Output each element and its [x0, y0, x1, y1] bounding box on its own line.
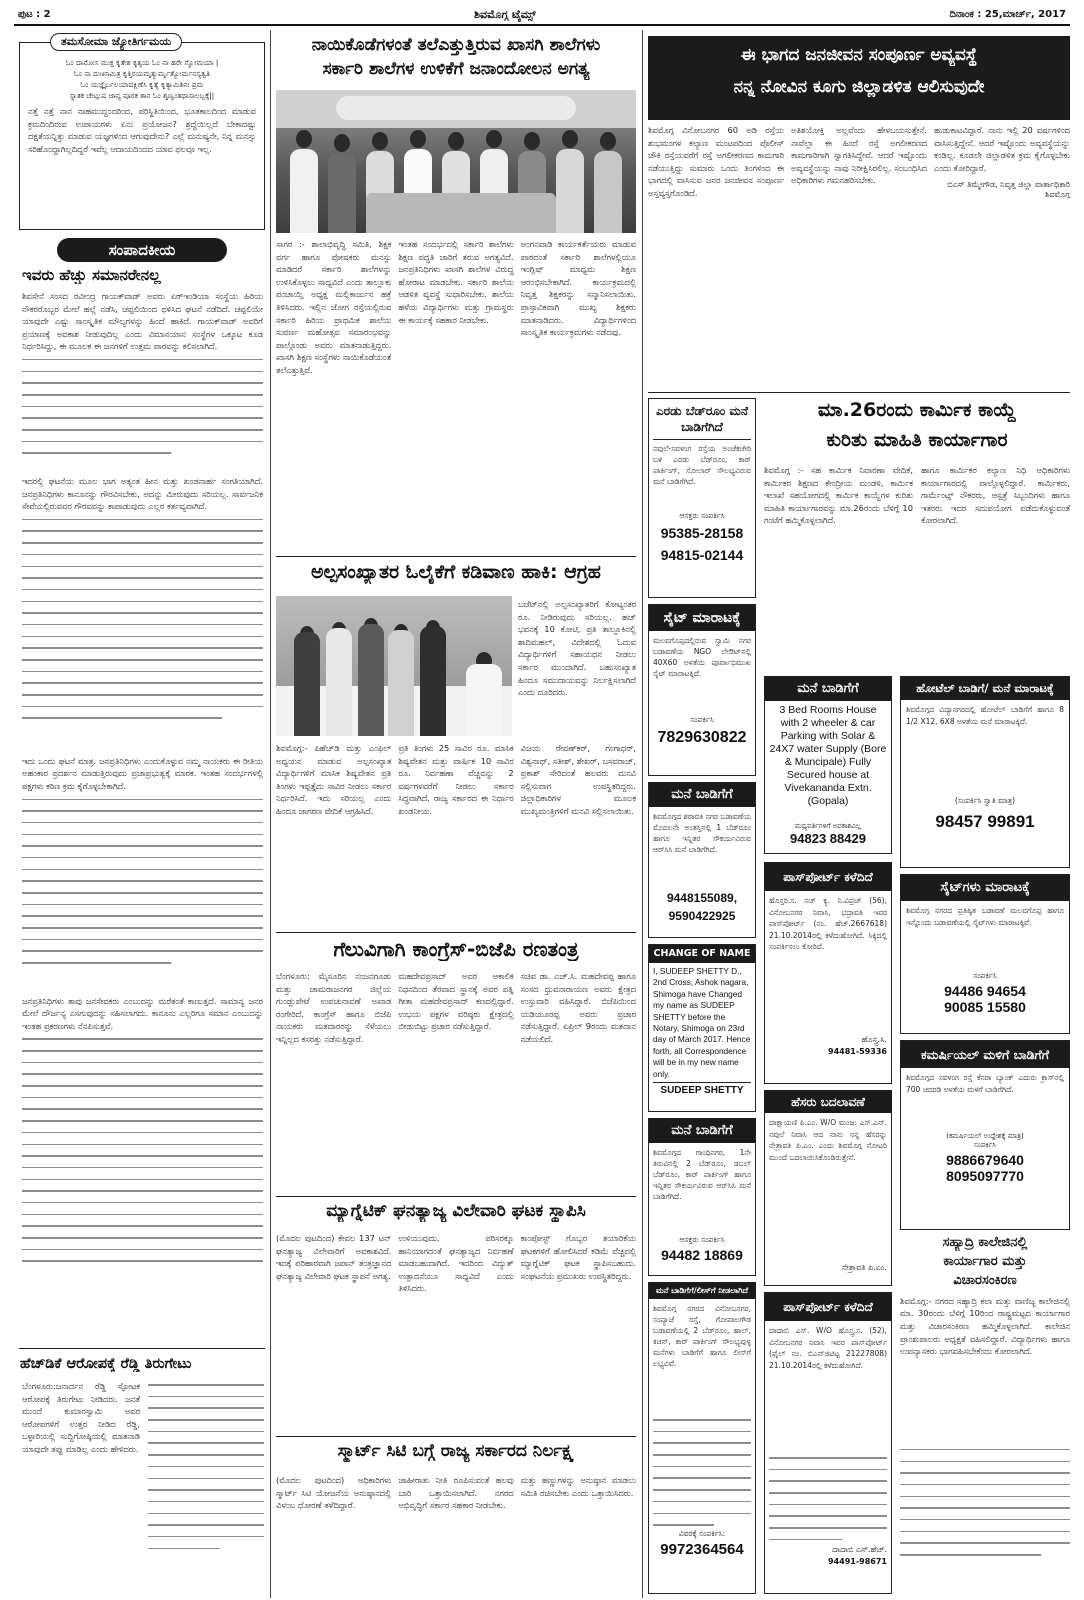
- election-headline: ಗೆಲುವಿಗಾಗಿ ಕಾಂಗ್ರೆಸ್-ಬಿಜೆಪಿ ರಣತಂತ್ರ: [333, 938, 579, 961]
- ad-phone: 9886679640: [946, 1152, 1024, 1168]
- ad-house-rent-english: [764, 676, 892, 854]
- ad-phone: 98457 99891: [935, 812, 1035, 831]
- ad-phone: 90085 15580: [944, 999, 1026, 1015]
- quote-body: ನತ್ತೆ ನತ್ತೆ ನಾನ ನಾಹಮುದ್ದಂದರಿಂದ, ಪರಿಸ್ಥಿತಿಯಿಂದ, ಭೂತಕಾಲದಿಂದ ಮಾಡುವ ಕ್ರಮದಿಂದಿರುವ ಉಪಾಯಗಳು ಏನು ಪ್ರಯೋಜನ? ಶ್ರದ್ಧೆಯಿಲ್ಲದೆ ಬೇಕಾದಷ್ಟು ದಕ್ಷತೆಯನ್ನಿತ್ತು ಮಾಡುವ ಯಜ್ಞಗಳಿಂದ ಆಗುವುದೇನು? ಎಲ್ಲೆ ಮನುಷ್ಯನೇ, ನಿನ್ನ ಮನಸ್ಸು ಸರಿಹೊಂದ್ದಾಗಿಲ್ಲದಿದ್ದರೆ ಇವೆಲ್ಲ ಆದಾಯದಿಂದದ ಯಾವ ಫಲವೂ ಇಲ್ಲ.: [28, 106, 256, 154]
- section-rule: [276, 1436, 636, 1437]
- ad-title: ಸೈಟ್ ಮಾರಾಟಕ್ಕೆ: [649, 605, 755, 631]
- quote-verses: [28, 57, 256, 101]
- editorial-text-lines: [22, 519, 263, 749]
- ad-phone: 9972364564: [660, 1541, 744, 1558]
- right-story-signoff: ಬಿಎಸ್ ತಿಮ್ಮೇಗೌಡ, ನಿವೃತ್ತ ಜಿಲ್ಲಾ ವಾರ್ತಾಧಿಕಾರಿ ಶಿವಮೊಗ್ಗ: [947, 180, 1070, 200]
- column-rule: [19, 1348, 265, 1349]
- minority-headline: ಅಲ್ಪಸಂಖ್ಯಾತರ ಓಲೈಕೆಗೆ ಕಡಿವಾಣ ಹಾಕಿ: ಆಗ್ರಹ: [311, 562, 601, 583]
- ad-note: (ಕಮರ್ಷಿಯಲ್ ಉದ್ದೇಶಕ್ಕೆ ಮಾತ್ರ): [946, 1132, 1024, 1140]
- section-rule: [276, 1196, 636, 1197]
- right-story-col: ಅತಿಶಯೋಕ್ತಿ ಅಲ್ಲವೆಂದು ಹೇಳಬಯಸುತ್ತೇನೆ. ನಾವೆಲ್ಲಾ ಈ ಹಿಂದೆ ರಸ್ತೆ ಅಗಲೀಕರಣದ ಕಾಮಗಾರಿಗಾಗಿ ಸ್ವಾಗತಿಸಿದ್ದೇವೆ. ಆದರೆ ಇಷ್ಟೊಂದು ಅವ್ಯವಸ್ಥೆಯನ್ನು ನಾವು ನಿರೀಕ್ಷಿಸಿರಲಿಲ್ಲ. ಸಂಬಂಧಿಸಿದ ಅಧಿಕಾರಿಗಳು ಗಮನಹರಿಸಬೇಕು.: [791, 125, 927, 186]
- ad-title: ಕಮರ್ಷಿಯಲ್ ಮಳಿಗೆ ಬಾಡಿಗೆಗೆ: [901, 1041, 1069, 1068]
- ad-note: ಮಧ್ಯವರ್ತಿಗಳಿಗೆ ಅವಕಾಶವಿಲ್ಲ: [794, 822, 862, 830]
- ad-name-change: [764, 1090, 892, 1286]
- editorial-title: ಸಂಪಾದಕೀಯ: [57, 238, 227, 262]
- election-col: ಬೆಂಗಳೂರು: ಮೈಸೂರಿನ ನಂಜನಗೂಡು ಮತ್ತು ಚಾಮರಾಜನಗರ ಜಿಲ್ಲೆಯ ಗುಂಡ್ಲುಪೇಟೆ ಉಪಚುನಾವಣೆ ಅಖಾಡ ರಂಗೇರಿದೆ. ಕಾಂಗ್ರೆಸ್ ಹಾಗೂ ಬಿಜೆಪಿ ನಾಯಕರು ಮತದಾರರನ್ನು ಸೆಳೆಯಲು ಇನ್ನಿಲ್ಲದ ಕಸರತ್ತು ನಡೆಸುತ್ತಿದ್ದಾರೆ.: [276, 971, 392, 1044]
- ad-phone: 7829630822: [657, 729, 747, 746]
- lead-headline-line2: ಸರ್ಕಾರಿ ಶಾಲೆಗಳ ಉಳಿಕೆಗೆ ಜನಾಂದೋಲನ ಅಗತ್ಯ: [322, 60, 590, 79]
- ad-phone: 94482 18869: [661, 1247, 743, 1263]
- ad-house-rent-2: [648, 1118, 756, 1276]
- sahyadri-title: ಸಹ್ಯಾದ್ರಿ ಕಾಲೇಜಿನಲ್ಲಿ: [942, 1236, 1028, 1250]
- sahyadri-body: ಶಿವಮೊಗ್ಗ:- ನಗರದ ಸಹ್ಯಾದ್ರಿ ಕಲಾ ಮತ್ತು ವಾಣಿಜ್ಯ ಕಾಲೇಜಿನಲ್ಲಿ ಮಾ. 30ರಂದು ಬೆಳಿಗ್ಗೆ 10ರಿಂದ ರಾಷ್ಟ್ರಮಟ್ಟದ ಕಾರ್ಯಾಗಾರ ಮತ್ತು ವಿಚಾರಸಂಕಿರಣ ಹಮ್ಮಿಕೊಳ್ಳಲಾಗಿದೆ. ಕಾಲೇಜಿನ ಪ್ರಾಂಶುಪಾಲರು ಅಧ್ಯಕ್ಷತೆ ವಹಿಸಲಿದ್ದಾರೆ. ವಿದ್ಯಾರ್ಥಿಗಳು ಹಾಗೂ ಉಪನ್ಯಾಸಕರು ಭಾಗವಹಿಸಬೇಕೆಂದು ಕೋರಲಾಗಿದೆ.: [900, 1295, 1070, 1357]
- smart-city-col: ಮತ್ತು ಹಣ್ಣುಗಳನ್ನು ಅನುಷ್ಠಾನ ಮಾಡಲು ಸಮಿತಿ ರಚಿಸಬೇಕು ಎಂದು ಒತ್ತಾಯಿಸಿದರು.: [520, 1475, 636, 1498]
- lead-headline-line1: ನಾಯಿಕೊಡೆಗಳಂತೆ ತಲೆಎತ್ತುತ್ತಿರುವ ಖಾಸಗಿ ಶಾಲೆಗಳು: [311, 36, 601, 55]
- editorial-para: ಇದು ಒಂದು ಘಟನೆ ಮಾತ್ರ. ಜನಪ್ರತಿನಿಧಿಗಳು ಎಂದುಕೊಳ್ಳುವ ನಮ್ಮ ನಾಯಕರು ಈ ರೀತಿಯ ಅಹಂಕಾರ ಪ್ರದರ್ಶನ ಮಾಡುತ್ತಿರುವುದು ಪ್ರಜಾಪ್ರಭುತ್ವಕ್ಕೆ ಮಾರಕ. ಇಂತಹ ಸಂದರ್ಭಗಳಲ್ಲಿ ಪಕ್ಷಗಳು ಕಠಿಣ ಕ್ರಮ ಕೈಗೊಳ್ಳಬೇಕಾಗಿದೆ.: [22, 755, 263, 791]
- ad-body: ದಾಕ್ಷಾಯಣಿ ಪಿ.ಎಂ. W/O ಮಂಜು ಎಸ್.ಎನ್. ನವುಲೆ ನಿವಾಸಿ ಆದ ನಾನು ನನ್ನ ಹೆಸರನ್ನು ನೇತ್ರಾವತಿ ಪಿ.ಎಂ. ಎಂದು ಶಿವಮೊಗ್ಗ ನೋಟರಿ ಮುಂದೆ ಬದಲಾಯಿಸಿಕೊಂಡಿರುತ್ತೇನೆ.: [769, 1118, 887, 1162]
- ad-signer: ನೇತ್ರಾವತಿ ಪಿ.ಎಂ.: [841, 1263, 887, 1272]
- ad-change-of-name: [648, 944, 756, 1112]
- right-story-body: [648, 124, 1070, 386]
- right-story-col: ಶಿವಮೊಗ್ಗ ವಿನೋಬನಗರ 60 ಅಡಿ ರಸ್ತೆಯ ಶುಭಮಂಗಳ ಕಲ್ಯಾಣ ಮಂಟಪದಿಂದ ಪೊಲೀಸ್ ಚೌಕಿ ರಸ್ತೆಯವರೆಗೆ ರಸ್ತೆ ಅಗಲೀಕರಣದ ಕಾಮಗಾರಿ ನಡೆಯುತ್ತಿದ್ದು ಸುಮಾರು ಒಂದು ತಿಂಗಳಿಂದ ಈ ಭಾಗದಲ್ಲಿ ವಾಸಿಸುವ ಜನರ ಜನಜೀವನ ಸಂಪೂರ್ಣ ಅಸ್ತವ್ಯಸ್ತಗೊಂಡಿದೆ.: [648, 125, 784, 198]
- editorial-text-lines: [22, 799, 263, 989]
- magnetic-col: (ಮೊದಲ ಪುಟದಿಂದ) ಕೇವಲ 137 ಟನ್ ಘನತ್ಯಾಜ್ಯ ವಿಲೇವಾರಿಗೆ ಅವಕಾಶವಿದೆ. ಇದಕ್ಕೆ ಪರಿಹಾರವಾಗಿ ಜಪಾನ್ ತಂತ್ರಜ್ಞಾನದ ಘನತ್ಯಾಜ್ಯ ವಿಲೇವಾರಿ ಘಟಕ ಸ್ಥಾಪನೆ ಅಗತ್ಯ.: [276, 1233, 392, 1281]
- ad-phone: 9448155089,: [666, 891, 738, 905]
- ad-sites-sale: [900, 874, 1070, 1034]
- smart-city-headline: ಸ್ಮಾರ್ಟ್ ಸಿಟಿ ಬಗ್ಗೆ ರಾಜ್ಯ ಸರ್ಕಾರದ ನಿರ್ಲಕ್ಷ್ಯ: [337, 1442, 575, 1461]
- ad-contact-label: (ಸಂಪರ್ಕಿಸಿ ಸ್ವಾತಿ ಮಾತ್ರ): [954, 796, 1016, 805]
- ad-body: ಶಿವಮೊಗ್ಗದ ಶರಾವತಿ ನಗರ ಬಡಾವಣೆಯ ಮೊದಲನೇ ಅಂತಸ್ತಿನಲ್ಲಿ 1 ಬೆಡ್‌ರೂಂ ಹಾಗೂ ಇನ್ನಿತರ ಸೌಕರ್ಯವಿರುವ ಆರ್‌ಸಿಸಿ ಮನೆ ಬಾಡಿಗೆಗಿದೆ.: [653, 812, 751, 854]
- ad-contact-label: ಸಂಪರ್ಕಿಸಿ: [974, 1141, 996, 1149]
- labour-headline-line1: ಮಾ.26ರಂದು ಕಾರ್ಮಿಕ ಕಾಯ್ದೆ: [817, 400, 1017, 421]
- verse-line: ಸ್ನಾತಕ ಚೇಟ್ಸುಷ ಜಾನ್ಯ ಪೂರಕ ತಾನ ಓಂ ಶೃಣ್ವಂತಥಾಸಾಲಬ್ಬಕ್ಕೆ||: [69, 91, 215, 100]
- ad-body: ಮಲವಗೊಪ್ಪದಲ್ಲಿರುವ ಸ್ವಾಮಿ ನಗರ ಬಡಾವಣೆಯ NGO ಲೇಔಟ್‌ನಲ್ಲಿ 40X60 ಅಳತೆಯ ಪೂರ್ವಾಭಿಮುಖ ಸೈಟ್ ಮಾರಾಟಕ್ಕಿದೆ.: [653, 636, 751, 678]
- smart-city-col: (ಮೊದಲ ಪುಟದಿಂದ) ಅಧಿಕಾರಿಗಳು ಸ್ಮಾರ್ಟ್ ಸಿಟಿ ಯೋಜನೆಯ ಅನುಷ್ಠಾನದಲ್ಲಿ ವಿಳಂಬ ಧೋರಣೆ ತಳೆದಿದ್ದಾರೆ.: [276, 1475, 392, 1511]
- ad-contact-label: ಆಸಕ್ತರು ಸಂಪರ್ಕಿಸಿ: [679, 511, 725, 520]
- section-rule: [648, 392, 1070, 393]
- ad-signer: ದಾದಾಬಿ ಎಸ್.ಹೆಚ್.: [832, 1545, 887, 1554]
- editorial-headline: ಇವರು ಹೆಚ್ಚು ಸಮಾನರೇನಲ್ಲ: [22, 266, 161, 284]
- ad-title: ಪಾಸ್‌ಪೋರ್ಟ್ ಕಳೆದಿದೆ: [765, 863, 891, 891]
- sahyadri-text-lines: [900, 1449, 1070, 1567]
- ad-contact-label: ಆಸಕ್ತರು ಸಂಪರ್ಕಿಸಿ: [679, 1235, 725, 1244]
- hdk-headline: ಹೆಚ್‌ಡಿಕೆ ಆರೋಪಕ್ಕೆ ರೆಡ್ಡಿ ತಿರುಗೇಟು: [20, 1356, 192, 1372]
- ad-title: ಪಾಸ್‌ಪೋರ್ಟ್ ಕಳೆದಿದೆ: [765, 1293, 891, 1321]
- editorial-para: ಜನಪ್ರತಿನಿಧಿಗಳು ತಾವು ಜನಸೇವಕರು ಎಂಬುದನ್ನು ಮರೆತಂತೆ ಕಾಣುತ್ತದೆ. ಸಾಮಾನ್ಯ ಜನರ ಮೇಲೆ ದೌರ್ಜನ್ಯ ಎಸಗುವುದನ್ನು ಸಹಿಸಲಾಗದು. ಕಾನೂನು ಎಲ್ಲರಿಗೂ ಸಮಾನ ಎಂಬುದನ್ನು ಇಂತಹ ಪ್ರಕರಣಗಳು ನೆನಪಿಸುತ್ತವೆ.: [22, 995, 263, 1031]
- right-headline-line2: ನನ್ನ ನೋವಿನ ಕೂಗು ಜಿಲ್ಲಾಡಳಿತ ಆಲಿಸುವುದೇ: [733, 77, 985, 97]
- ad-house-lease: [648, 1282, 756, 1594]
- masthead-title: ಶಿವಮೊಗ್ಗ ಟೈಮ್ಸ್: [474, 8, 536, 21]
- minority-photo: [276, 596, 512, 736]
- hdk-body: ಬೆಂಗಳೂರು:ಜನಾರ್ದನ ರೆಡ್ಡಿ ಸ್ಫೋಟಕ ಆರೋಪಕ್ಕೆ ತಿರುಗೇಟು ನೀಡಿದರು. ಜನತೆ ಮುಂದೆ ಕುಮಾರಸ್ವಾಮಿ ಅವರ ಆರೋಪಗಳಿಗೆ ಉತ್ತರ ನೀಡಿದ ರೆಡ್ಡಿ, ಬಳ್ಳಾರಿಯಲ್ಲಿ ಸುದ್ದಿಗೋಷ್ಠಿಯಲ್ಲಿ ಮಾತನಾಡಿ ಯಾವುದೇ ತಪ್ಪು ಮಾಡಿಲ್ಲ ಎಂದು ಹೇಳಿದರು.: [22, 1381, 140, 1454]
- ad-signature: SUDEEP SHETTY: [653, 1082, 751, 1096]
- ad-phone: 94823 88429: [790, 831, 866, 846]
- labour-col: ಶಿವಮೊಗ್ಗ :- ಸಹ ಕಾರ್ಮಿಕ ನಿವಾರಣಾ ವೇದಿಕೆ, ಕಾರ್ಮಿಕರ ಶಿಕ್ಷಣದ ಕೇಂದ್ರೀಯ ಮಂಡಳಿ, ಕಾರ್ಮಿಕ ಇಲಾಖೆ ಸಹಯೋಗದಲ್ಲಿ ಕಾರ್ಮಿಕ ಕಾಯ್ದೆಗಳ ಕುರಿತು ಮಾಹಿತಿ ಕಾರ್ಯಾಗಾರವನ್ನು ಮಾ.26ರಂದು ಬೆಳಿಗ್ಗೆ 10 ಗಂಟೆಗೆ ಹಮ್ಮಿಕೊಳ್ಳಲಾಗಿದೆ.: [764, 465, 913, 526]
- ad-text-lines: [769, 1457, 887, 1545]
- ad-title: ಎರಡು ಬೆಡ್‌ರೂಂ ಮನೆ ಬಾಡಿಗೆಗಿದೆ: [653, 399, 751, 440]
- ad-body: ಹೊಸ್ತರಿ.ಸ. ಸಚ್ ಕ್ಯ. ನಿ.ವಿಪ್ರಜ್ (56), ವಿನೋಬನಗರ ನಿವಾಸಿ, ಭದ್ರಾವತಿ ಇವರ ಪಾಸ್‌ಪೋರ್ಟ್ (ನಂ. ಹೆಚ್.2667618) 21.10.2014ರಲ್ಲಿ ಕಳೆದುಹೋಗಿದೆ. ಸಿಕ್ಕಿದಲ್ಲಿ ಸಂಪರ್ಕಿಸಲು ಕೋರಿದೆ.: [769, 896, 887, 951]
- ad-contact-label: ಸಂಪರ್ಕಿಸಿ: [690, 715, 714, 724]
- minority-side-text: ಬಜೆಟ್‌ನಲ್ಲಿ ಅಲ್ಪಸಂಖ್ಯಾತರಿಗೆ ಕೋಟ್ಯಂತರ ರೂ. ನೀಡಿರುವುದು ಸರಿಯಲ್ಲ. ಹಜ್ ಭವನಕ್ಕೆ 10 ಕೋಟಿ, ಪ್ರತಿ ತಾಲ್ಲೂಕಿನಲ್ಲಿ ಶಾದಿಮಹಲ್, ವಿದೇಶದಲ್ಲಿ ಓದುವ ವಿದ್ಯಾರ್ಥಿಗಳಿಗೆ ಸಹಾಯಧನ ನೀಡಲು ಸರ್ಕಾರ ಮುಂದಾಗಿದೆ. ಬಹುಸಂಖ್ಯಾತ ಹಿಂದೂ ಸಮುದಾಯವನ್ನು ನಿರ್ಲಕ್ಷಿಸಲಾಗಿದೆ ಎಂದು ದೂರಿದರು.: [518, 599, 636, 698]
- lead-body: [276, 238, 636, 550]
- ad-signer: ಹೊಸ್ತ್ರ.ಸಿ.: [861, 1035, 887, 1044]
- page-number: ಪುಟ : 2: [18, 9, 51, 20]
- magnetic-headline: ಮ್ಯಾಗ್ನೆಟಿಕ್ ಘನತ್ಯಾಜ್ಯ ವಿಲೇವಾರಿ ಘಟಕ ಸ್ಥಾಪಿಸಿ: [326, 1202, 586, 1221]
- smart-city-col: ಜಾಹೀರಾತು ನೀತಿ ರೂಪಿಸುವಂತೆ ಹಲವು ಬಾರಿ ಒತ್ತಾಯಿಸಲಾಗಿದೆ. ನಗರದ ಅಭಿವೃದ್ಧಿಗೆ ಸರ್ಕಾರ ಸಹಕಾರ ನೀಡಬೇಕು.: [398, 1475, 514, 1511]
- magnetic-col: ಉಳಿಯುವುದು. ಪರಿಸರಕ್ಕೂ ಹಾನಿಯಾಗದಂತೆ ಘನತ್ಯಾಜ್ಯದ ನಿರ್ವಹಣೆ ಮಾಡಬಹುದಾಗಿದೆ. ಇದರಿಂದ ವಿದ್ಯುತ್ ಉತ್ಪಾದನೆಯೂ ಸಾಧ್ಯವಿದೆ ಎಂದು ತಿಳಿಸಿದರು.: [398, 1233, 514, 1294]
- editorial-text-lines: [22, 359, 263, 469]
- editorial-section-label: [19, 238, 265, 262]
- lead-col: ಇಂತಹ ಸಂದರ್ಭದಲ್ಲಿ ಸರ್ಕಾರಿ ಶಾಲೆಗಳು ಶಿಕ್ಷಣ ಪದ್ಧತಿ ಜಾರಿಗೆ ತರುವ ಅಗತ್ಯವಿದೆ. ಜನಪ್ರತಿನಿಧಿಗಳು ಖಾಸಗಿ ಶಾಲೆಗಳ ವಿರುದ್ಧ ಹೋರಾಟ ಮಾಡಬೇಕು. ಸರ್ಕಾರಿ ಶಾಲೆಯ ಆಡಳಿತ ವ್ಯವಸ್ಥೆ ಸುಧಾರಿಸಬೇಕು. ಶಾಲೆಯ ಹಳೆಯ ವಿದ್ಯಾರ್ಥಿಗಳು ಮತ್ತು ಗ್ರಾಮಸ್ಥರು ಈ ಕಾರ್ಯಕ್ಕೆ ಸಹಕಾರ ನೀಡಬೇಕು.: [398, 239, 514, 325]
- ad-phone: 8095097770: [946, 1168, 1024, 1184]
- lead-col: ಸಾಗರ :- ಶಾಲಾಭಿವೃದ್ಧಿ ಸಮಿತಿ, ಶಿಕ್ಷಕ ವರ್ಗ ಹಾಗೂ ಪೋಷಕರು ಮನಸ್ಸು ಮಾಡಿದರೆ ಸರ್ಕಾರಿ ಶಾಲೆಗಳನ್ನು ಉಳಿಸಿಕೊಳ್ಳಲು ಸಾಧ್ಯವಿದೆ ಎಂದು ತಾಲ್ಲೂಕು ಪಂಚಾಯ್ತಿ ಅಧ್ಯಕ್ಷ ಮಲ್ಲಿಕಾರ್ಜುನ ಹಕ್ರೆ ತಿಳಿಸಿದರು. ಇಲ್ಲಿನ ಜೋಗ ರಸ್ತೆಯಲ್ಲಿರುವ ಸರ್ಕಾರಿ ಹಿರಿಯ ಪ್ರಾಥಮಿಕ ಶಾಲೆಯ ಸುವರ್ಣ ಮಹೋತ್ಸವ ಸಮಾರಂಭವನ್ನು ಪಾಲ್ಗೊಂಡು ಅವರು ಮಾತನಾಡುತ್ತಿದ್ದರು. ಖಾಸಗಿ ಶಿಕ್ಷಣ ಸಂಸ್ಥೆಗಳು ನಾಯಿಕೊಡೆಯಂತೆ ತಲೆಎತ್ತುತ್ತಿವೆ.: [276, 239, 392, 375]
- ad-title: CHANGE OF NAME: [649, 945, 755, 963]
- section-rule: [276, 932, 636, 933]
- verse-line: ಓಂ ನಾ ದುಃಖಾಮಿತ್ರ ಕೃತ್ತಿರಯಮೃತ್ಯುರ್ಮೃತ್ಯೋರ್ಮನಸ್ಯತ್ವತಿ: [74, 69, 210, 78]
- minority-body: [276, 742, 636, 926]
- ad-body: ದಾದಾಬಿ ಎಸ್. W/O ಹೊಸ್ತ್ರ.ಸ. (52), ವಿನೋಬನಗರ ನಿವಾಸಿ ಇವರ ಪಾಸ್‌ಪೋರ್ಟ್ (ಫೈಲ್ ನಂ. ಬಿಎನ್‌ಜಿಟಿಟ್ಟ 21227808) 21.10.2014ರಲ್ಲಿ ಕಳೆದುಹೋಗಿದೆ.: [769, 1326, 887, 1370]
- editorial-text-lines: [22, 1038, 263, 1298]
- section-rule: [276, 556, 636, 557]
- quote-box: [19, 35, 265, 230]
- column-divider: [270, 30, 271, 1598]
- page-header: [14, 6, 1070, 26]
- ad-phone: 94481-59336: [828, 1047, 887, 1056]
- ad-title: ಮನೆ ಬಾಡಿಗೆಗೆ: [649, 783, 755, 807]
- right-story-col-wrap: [934, 124, 1070, 386]
- column-divider: [642, 30, 643, 1598]
- minority-col: ಶಿವಮೊಗ್ಗ:- ಪಿಹೆಚ್‌ಡಿ ಮತ್ತು ಎಂಫಿಲ್ ಅಧ್ಯಯನ ಮಾಡುವ ಅಲ್ಪಸಂಖ್ಯಾತ ವಿದ್ಯಾರ್ಥಿಗಳಿಗೆ ಮಾಸಿಕ ಶಿಷ್ಯವೇತನ ಪ್ರತಿ ತಿಂಗಳು ಇಪ್ಪತ್ತೈದು ಸಾವಿರ ನೀಡಲು ಸರ್ಕಾರ ನಿರ್ಧರಿಸಿದೆ. ಇದು ಸರಿಯಲ್ಲ ಎಂದು ಹಿಂದೂ ಜಾಗರಣ ವೇದಿಕೆ ಆಗ್ರಹಿಸಿದೆ.: [276, 743, 392, 816]
- right-headline-block: [648, 36, 1070, 120]
- ad-title: ಮನೆ ಬಾಡಿಗೆಗೆ: [649, 1119, 755, 1143]
- editorial-para: ಶಿವಸೇನೆ ಸಂಸದ ರವೀಂದ್ರ ಗಾಯಕ್‌ವಾಡ್ ಅವರು ಏರ್‌ಇಂಡಿಯಾ ಸಂಸ್ಥೆಯ ಹಿರಿಯ ನೌಕರರೊಬ್ಬರ ಮೇಲೆ ಹಲ್ಲೆ ನಡೆಸಿ, ಚಪ್ಪಲಿಯಿಂದ ಥಳಿಸಿದ ಘಟನೆ ನಡೆದಿದೆ. ಚಪ್ಪಲಿಯೇ ಯಾವುದೇ ಎಷ್ಟು ಸಾಂಸ್ಕೃತಿಕ ಮೌಲ್ಯಗಳನ್ನು ಹಿಂದೆ ಹಾಕಿದೆ. ಗಾಯಕ್‌ವಾಡ್ ಅವರಿಗೆ ಪ್ರಯಾಣಕ್ಕೆ ಅವಕಾಶ ನೀಡುವುದಿಲ್ಲ ಎಂದು ವಿಮಾನಯಾನ ಸಂಸ್ಥೆಗಳ ಒಕ್ಕೂಟ ಕೂಡ ನಿರ್ಧರಿಸಿದ್ದು, ಈ ಮೂಲಕ ಈ ಜನಗಳಿಗೆ ಉತ್ತಮ ಪಾಠವನ್ನು ಕಲಿಸಲಾಗಿದೆ.: [22, 291, 263, 352]
- sahyadri-title: ವಿಚಾರಸಂಕಿರಣ: [953, 1273, 1017, 1288]
- ad-site-sale: [648, 604, 756, 776]
- ad-passport-lost-1: [764, 862, 892, 1084]
- ad-contact-label: ವಿವರಕ್ಕೆ ಸಂಪರ್ಕಿಸಿ:: [678, 1529, 726, 1538]
- labour-col: ಹಾಗೂ ಕಾರ್ಮಿಕರ ಕಲ್ಯಾಣ ನಿಧಿ ಅಧಿಕಾರಿಗಳು ಕಾರ್ಯಾಗಾರದಲ್ಲಿ ಪಾಲ್ಗೊಳ್ಳಲಿದ್ದಾರೆ. ಕಾರ್ಮಿಕರು, ಗಾರ್ಮೆಂಟ್ಸ್ ನೌಕರರು, ಆಸ್ಪತ್ರೆ ಸಿಬ್ಬಂದಿಗಳು ಹಾಗೂ ಇತರರು ಇದರ ಸದುಪಯೋಗ ಪಡೆದುಕೊಳ್ಳುವಂತೆ ಕೋರಲಾಗಿದೆ.: [921, 465, 1070, 526]
- labour-body: [764, 464, 1070, 670]
- ad-body: 3 Bed Rooms House with 2 wheeler & car Parking with Solar & 24X7 water Supply (Bore & Muncipale) Fully Secured house at Vivekananda Extn. (Gopala): [769, 704, 887, 807]
- election-col: ಮಹದೇವಪ್ರಸಾದ್ ಅವರ ಅಕಾಲಿಕ ನಿಧನದಿಂದ ತೆರವಾದ ಸ್ಥಾನಕ್ಕೆ ಅವರ ಪತ್ನಿ ಗೀತಾ ಮಹದೇವಪ್ರಸಾದ್ ಕಣದಲ್ಲಿದ್ದಾರೆ. ಉಭಯ ಪಕ್ಷಗಳ ವರಿಷ್ಠರು ಕ್ಷೇತ್ರದಲ್ಲಿ ಬೀಡುಬಿಟ್ಟು ಪ್ರಚಾರ ನಡೆಸುತ್ತಿದ್ದಾರೆ.: [398, 971, 514, 1032]
- minority-col: ಪ್ರತಿ ತಿಂಗಳು 25 ಸಾವಿರ ರೂ. ಮಾಸಿಕ ಶಿಷ್ಯವೇತನ ಮತ್ತು ವಾರ್ಷಿಕ 10 ಸಾವಿರ ರೂ. ನಿರ್ವಹಣಾ ವೆಚ್ಚವನ್ನು 2 ವರ್ಷಗಳವರೆಗೆ ನೀಡಲು ಸರ್ಕಾರ ಸಿದ್ಧವಾಗಿದೆ. ರಾಜ್ಯ ಸರ್ಕಾರದ ಈ ನಿರ್ಧಾರ ಖಂಡನೀಯ.: [398, 743, 514, 816]
- labour-headline-line2: ಕುರಿತು ಮಾಹಿತಿ ಕಾರ್ಯಾಗಾರ: [826, 430, 1008, 451]
- ad-two-bhk: [648, 398, 756, 598]
- ad-title: ಮನೆ ಬಾಡಿಗೆಗೆ/ಲೀಸ್‌ಗೆ ನೀಡಲಾಗಿದೆ: [649, 1283, 755, 1299]
- magnetic-body: [276, 1232, 636, 1430]
- ad-phone: 9590422925: [668, 909, 736, 923]
- ad-body: ಶಿವಮೊಗ್ಗದ ಸವಳಂಗ ರಸ್ತೆ ಕೆನರಾ ಬ್ಯಾಂಕ್ ಎದುರು ಕ್ರಾಸ್‌ನಲ್ಲಿ 700 ಚದರಡಿ ಅಳತೆಯ ಮಳಿಗೆ ಬಾಡಿಗೆಗಿದೆ.: [906, 1073, 1064, 1094]
- ad-body: ಶಿವಮೊಗ್ಗದ ಗಾಂಧಿನಗರ, 1ನೇ ತಿರುವಿನಲ್ಲಿ 2 ಬೆಡ್‌ರೂಂ, ಡಬಲ್ ಬೆಡ್‌ರೂಂ, ಕಾರ್ ಪಾರ್ಕಿಂಗ್ ಹಾಗೂ ಇನ್ನಿತರ ಸೌಕರ್ಯವಿರುವ ಆರ್‌ಸಿಸಿ ಮನೆ ಬಾಡಿಗೆಗಿದೆ.: [653, 1148, 751, 1201]
- minority-col: ವಿಜಯ ರೇವಣ್‌ಕರ್, ಗಂಗಾಧರ್, ವಿಶ್ವನಾಥ್, ಸತೀಶ್, ಶೇಖರ್, ಬಸವರಾಜ್, ಪ್ರಕಾಶ್ ಸೇರಿದಂತೆ ಹಲವರು ಮನವಿ ಸಲ್ಲಿಸುವಾಗ ಉಪಸ್ಥಿತರಿದ್ದರು. ಜಿಲ್ಲಾಧಿಕಾರಿಗಳ ಮೂಲಕ ಮುಖ್ಯಮಂತ್ರಿಗಳಿಗೆ ಮನವಿ ಸಲ್ಲಿಸಲಾಯಿತು.: [520, 743, 636, 816]
- ad-text-lines: [653, 1419, 751, 1529]
- editorial-body: [22, 290, 263, 1340]
- right-story-col: ಹುಡುಕಾಟವಿದ್ದಾರೆ. ನಾನು ಇಲ್ಲಿ 20 ವರ್ಷಗಳಿಂದ ವಾಸಿಸುತ್ತಿದ್ದೇನೆ. ಆದರೆ ಇಷ್ಟೊಂದು ಅವ್ಯವಸ್ಥೆಯನ್ನು ಕಂಡಿಲ್ಲ. ಕೂಡಲೇ ಜಿಲ್ಲಾಡಳಿತ ಕ್ರಮ ಕೈಗೊಳ್ಳಬೇಕು ಎಂದು ಕೋರಿದ್ದಾರೆ.: [934, 125, 1070, 173]
- ad-commercial-shop: [900, 1040, 1070, 1230]
- smart-city-body: [276, 1474, 636, 1594]
- quote-box-title: ತಮಸೋಮಾ ಜ್ಯೋತಿರ್ಗಮಯ: [50, 33, 182, 51]
- hdk-text-lines: [148, 1384, 264, 1584]
- ad-body: ನವುಲೆ-ಸವಳಂಗ ರಸ್ತೆಯ ಅಂಚೆಕಚೇರಿ ಬಳಿ ಎರಡು ಬೆಡ್‌ರೂಂ, ಕಾರ್ ಪಾರ್ಕಿಂಗ್, ಸೋಲಾರ್ ಸೌಲಭ್ಯವಿರುವ ಮನೆ ಬಾಡಿಗೆಗಿದೆ.: [653, 444, 751, 486]
- magnetic-col: ಕಾಂಪೋಸ್ಟ್ ಗೊಬ್ಬರ ತಯಾರಿಕೆಯ ಘಟಕಗಳಿಗೆ ಹೋಲಿಸಿದರೆ ಕಡಿಮೆ ವೆಚ್ಚದಲ್ಲಿ ಮ್ಯಾಗ್ನೆಟಿಕ್ ಘಟಕ ಸ್ಥಾಪಿಸಬಹುದು. ಸಂಘಟನೆಯ ಪ್ರಮುಖರು ಉಪಸ್ಥಿತರಿದ್ದರು.: [520, 1233, 636, 1281]
- ad-passport-lost-2: [764, 1292, 892, 1594]
- ad-title: ಮನೆ ಬಾಡಿಗೆಗೆ: [765, 677, 891, 701]
- ad-body: ಶಿವಮೊಗ್ಗ ನಗರದ ವಿನೋಬನಗರ, ಸಂಪ್ಯಾಜೆ ರಸ್ತೆ, ಗೋಪಾಲಗೌಡ ಬಡಾವಣೆಯಲ್ಲಿ 2 ಬೆಡ್‌ರೂಂ, ಹಾಲ್, ಕಿಚನ್, ಕಾರ್ ಪಾರ್ಕಿಂಗ್ ಸೌಲಭ್ಯವುಳ್ಳ ಮನೆಗಳು ಬಾಡಿಗೆಗೆ ಹಾಗೂ ಲೀಸ್‌ಗೆ ಲಭ್ಯವಿವೆ.: [653, 1304, 751, 1368]
- ad-phone: 94815-02144: [660, 547, 744, 563]
- ad-body: ಶಿವಮೊಗ್ಗದ ವಿದ್ಯಾನಗರದಲ್ಲಿ ಹೋಟೆಲ್ ಬಾಡಿಗೆಗೆ ಹಾಗೂ 8 1/2 X12, 6X8 ಅಳತೆಯ ಮನೆ ಮಾರಾಟಕ್ಕಿದೆ.: [906, 705, 1064, 726]
- ad-body: I, SUDEEP SHETTY D., 2nd Cross, Ashok nagara, Shimoga have Changed my name as SUDEEP SHETTY before the Notary, Shimoga on 23rd day of March 2017. Hence forth, all Correspondence will be in my new name only.: [653, 966, 751, 1079]
- verse-line: ಓಂ ಯಜ್ಞೈರ್ಬಲಯಾದಕ್ಷಿಣೆಸಿ ಕೃತ್ಯೆ ಕೃತ್ಯಾಮಿಶಿನಃ ಪ್ರಮ: [80, 80, 204, 89]
- ad-title: ಹೆಸರು ಬದಲಾವಣೆ: [765, 1091, 891, 1113]
- lead-photo: [276, 90, 636, 233]
- election-body: [276, 970, 636, 1192]
- ad-title: ಸೈಟ್‌ಗಳು ಮಾರಾಟಕ್ಕೆ: [901, 875, 1069, 901]
- ad-phone: 95385-28158: [660, 525, 744, 541]
- sahyadri-title: ಕಾರ್ಯಾಗಾರ ಮತ್ತು: [943, 1254, 1027, 1269]
- ad-title: ಹೋಟೆಲ್ ಬಾಡಿಗೆ/ ಮನೆ ಮಾರಾಟಕ್ಕೆ: [901, 677, 1069, 700]
- election-col: ಸಚಿವ ಡಾ. ಎಚ್.ಸಿ. ಮಹದೇವಪ್ಪ ಹಾಗೂ ಸಂಸದ ಧ್ರುವನಾರಾಯಣ ಅವರು ಕ್ಷೇತ್ರದ ಉಸ್ತುವಾರಿ ವಹಿಸಿದ್ದಾರೆ. ಬಿಜೆಪಿಯಿಂದ ಯಡಿಯೂರಪ್ಪ ಅವರು ಪ್ರಚಾರ ನಡೆಸುತ್ತಿದ್ದಾರೆ. ಏಪ್ರಿಲ್ 9ರಂದು ಮತದಾನ ನಡೆಯಲಿದೆ.: [520, 971, 636, 1044]
- lead-col: ಅಂಗನವಾಡಿ ಕಾರ್ಯಕರ್ತೆಯರು ಮಾಡುವ ಪಾಠದಂತೆ ಸರ್ಕಾರಿ ಶಾಲೆಗಳಲ್ಲಿಯೂ ಇಂಗ್ಲಿಷ್ ಮಾಧ್ಯಮ ಶಿಕ್ಷಣ ಆರಂಭಿಸಬೇಕಾಗಿದೆ. ಕಾರ್ಯಕ್ರಮದಲ್ಲಿ ನಿವೃತ್ತ ಶಿಕ್ಷಕರನ್ನು ಸನ್ಮಾನಿಸಲಾಯಿತು. ಪ್ರಾಸ್ತಾವಿಕವಾಗಿ ಮುಖ್ಯ ಶಿಕ್ಷಕರು ಮಾತನಾಡಿದರು. ವಿದ್ಯಾರ್ಥಿಗಳಿಂದ ಸಾಂಸ್ಕೃತಿಕ ಕಾರ್ಯಕ್ರಮಗಳು ನಡೆದವು.: [520, 239, 636, 338]
- verse-line: ಓಂ ದಾಮೋಸ ಮುಕ್ತ ಕೃತೇಶ ಕೃತ್ಯಯ ಓಂ ನಾ ಹರೇ ಸ್ವೋಮಯಾ |: [65, 58, 219, 67]
- right-headline-line1: ಈ ಭಾಗದ ಜನಜೀವನ ಸಂಪೂರ್ಣ ಅವ್ಯವಸ್ಥೆ: [740, 46, 978, 65]
- sahyadri-notice: [900, 1236, 1070, 1594]
- ad-body: ಶಿವಮೊಗ್ಗ ನಗರದ ಪ್ರತಿಷ್ಠಿತ ಬಡಾವಣೆ ಮಲವಗೊಪ್ಪ ಹಾಗೂ ಇನ್ನೊಂದು ಬಡಾವಣೆಯಲ್ಲಿ ಸೈಟ್‌ಗಳು ಮಾರಾಟಕ್ಕಿವೆ.: [906, 906, 1064, 927]
- ad-house-rent-1: [648, 782, 756, 938]
- ad-phone: 94491-98671: [828, 1557, 887, 1566]
- issue-date: ದಿನಾಂಕ : 25,ಮಾರ್ಚ್, 2017: [949, 9, 1066, 20]
- ad-contact-label: ಸಂಪರ್ಕಿಸಿ: [973, 971, 997, 980]
- ad-phone: 94486 94654: [944, 983, 1026, 999]
- ad-hotel-rent: [900, 676, 1070, 868]
- editorial-para: ಇದರಲ್ಲಿ ಘಟನೆಯ ಮೂಲ ಭಾಗ ಅತ್ಯಂತ ಹೀನ ಮತ್ತು ಖಂಡನಾರ್ಹ ಸಂಗತಿಯಾಗಿದೆ. ಜನಪ್ರತಿನಿಧಿಗಳು ಕಾನೂನನ್ನು ಗೌರವಿಸಬೇಕು, ಅದನ್ನು ಮೀರುವುದು ಸರಿಯಲ್ಲ. ಸಾರ್ವಜನಿಕ ಸೇವೆಯಲ್ಲಿರುವವರ ಗೌರವವನ್ನು ಕಾಪಾಡುವುದು ಎಲ್ಲರ ಕರ್ತವ್ಯವಾಗಿದೆ.: [22, 475, 263, 512]
